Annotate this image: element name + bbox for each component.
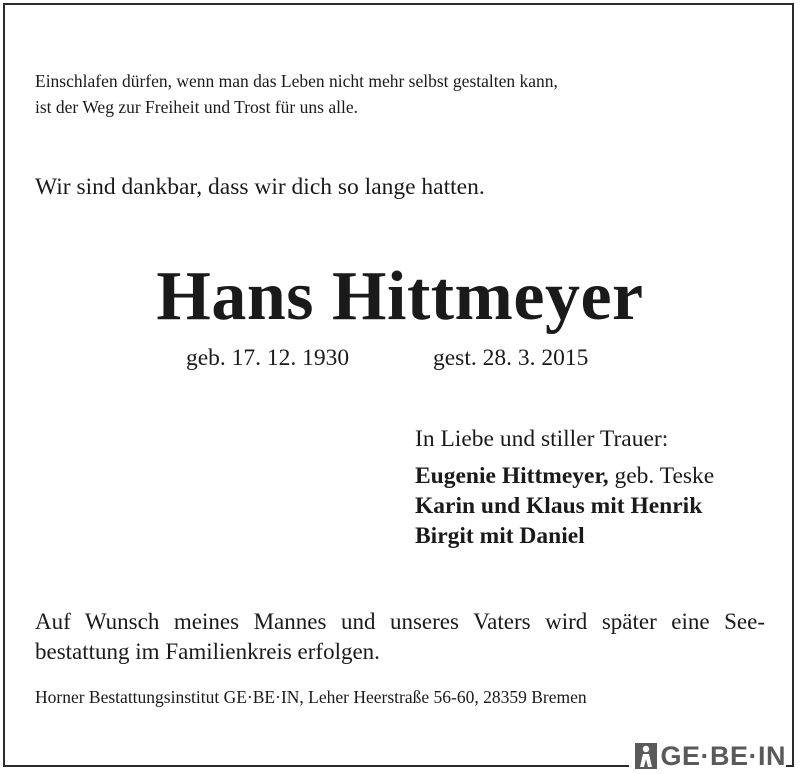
motto bbox=[35, 68, 558, 120]
mourners-block bbox=[415, 424, 714, 551]
mourner-line-1 bbox=[415, 461, 714, 491]
death-date: gest. 28. 3. 2015 bbox=[433, 345, 589, 371]
figure-icon bbox=[635, 743, 657, 769]
deceased-name: Hans Hittmeyer bbox=[156, 258, 644, 335]
logo-text: GE·BE·IN bbox=[660, 741, 786, 771]
mourner-line-2: Karin und Klaus mit Henrik bbox=[415, 493, 703, 519]
motto-line-1: Einschlafen dürfen, wenn man das Leben nicht mehr selbst gestalten kann, bbox=[35, 71, 558, 91]
mourner-name-1: Eugenie Hittmeyer, bbox=[415, 463, 609, 489]
gebein-logo bbox=[629, 741, 787, 771]
motto-line-2: ist der Weg zur Freiheit und Trost für uns alle. bbox=[35, 97, 358, 117]
burial-notice-line-1: Auf Wunsch meines Mannes und unseres Vaters wird später eine See- bbox=[35, 609, 765, 634]
mourner-maiden-name: geb. Teske bbox=[608, 463, 715, 489]
burial-notice-line-2: bestattung im Familienkreis erfolgen. bbox=[35, 639, 380, 664]
thanks-line: Wir sind dankbar, dass wir dich so lange hatten. bbox=[35, 174, 485, 200]
burial-notice bbox=[35, 607, 765, 667]
mourners-intro: In Liebe und stiller Trauer: bbox=[415, 426, 669, 452]
funeral-home-address: Horner Bestattungsinstitut GE·BE·IN, Leher Heerstraße 56-60, 28359 Bremen bbox=[35, 687, 587, 707]
mourner-line-3: Birgit mit Daniel bbox=[415, 523, 585, 549]
birth-date: geb. 17. 12. 1930 bbox=[186, 345, 350, 371]
